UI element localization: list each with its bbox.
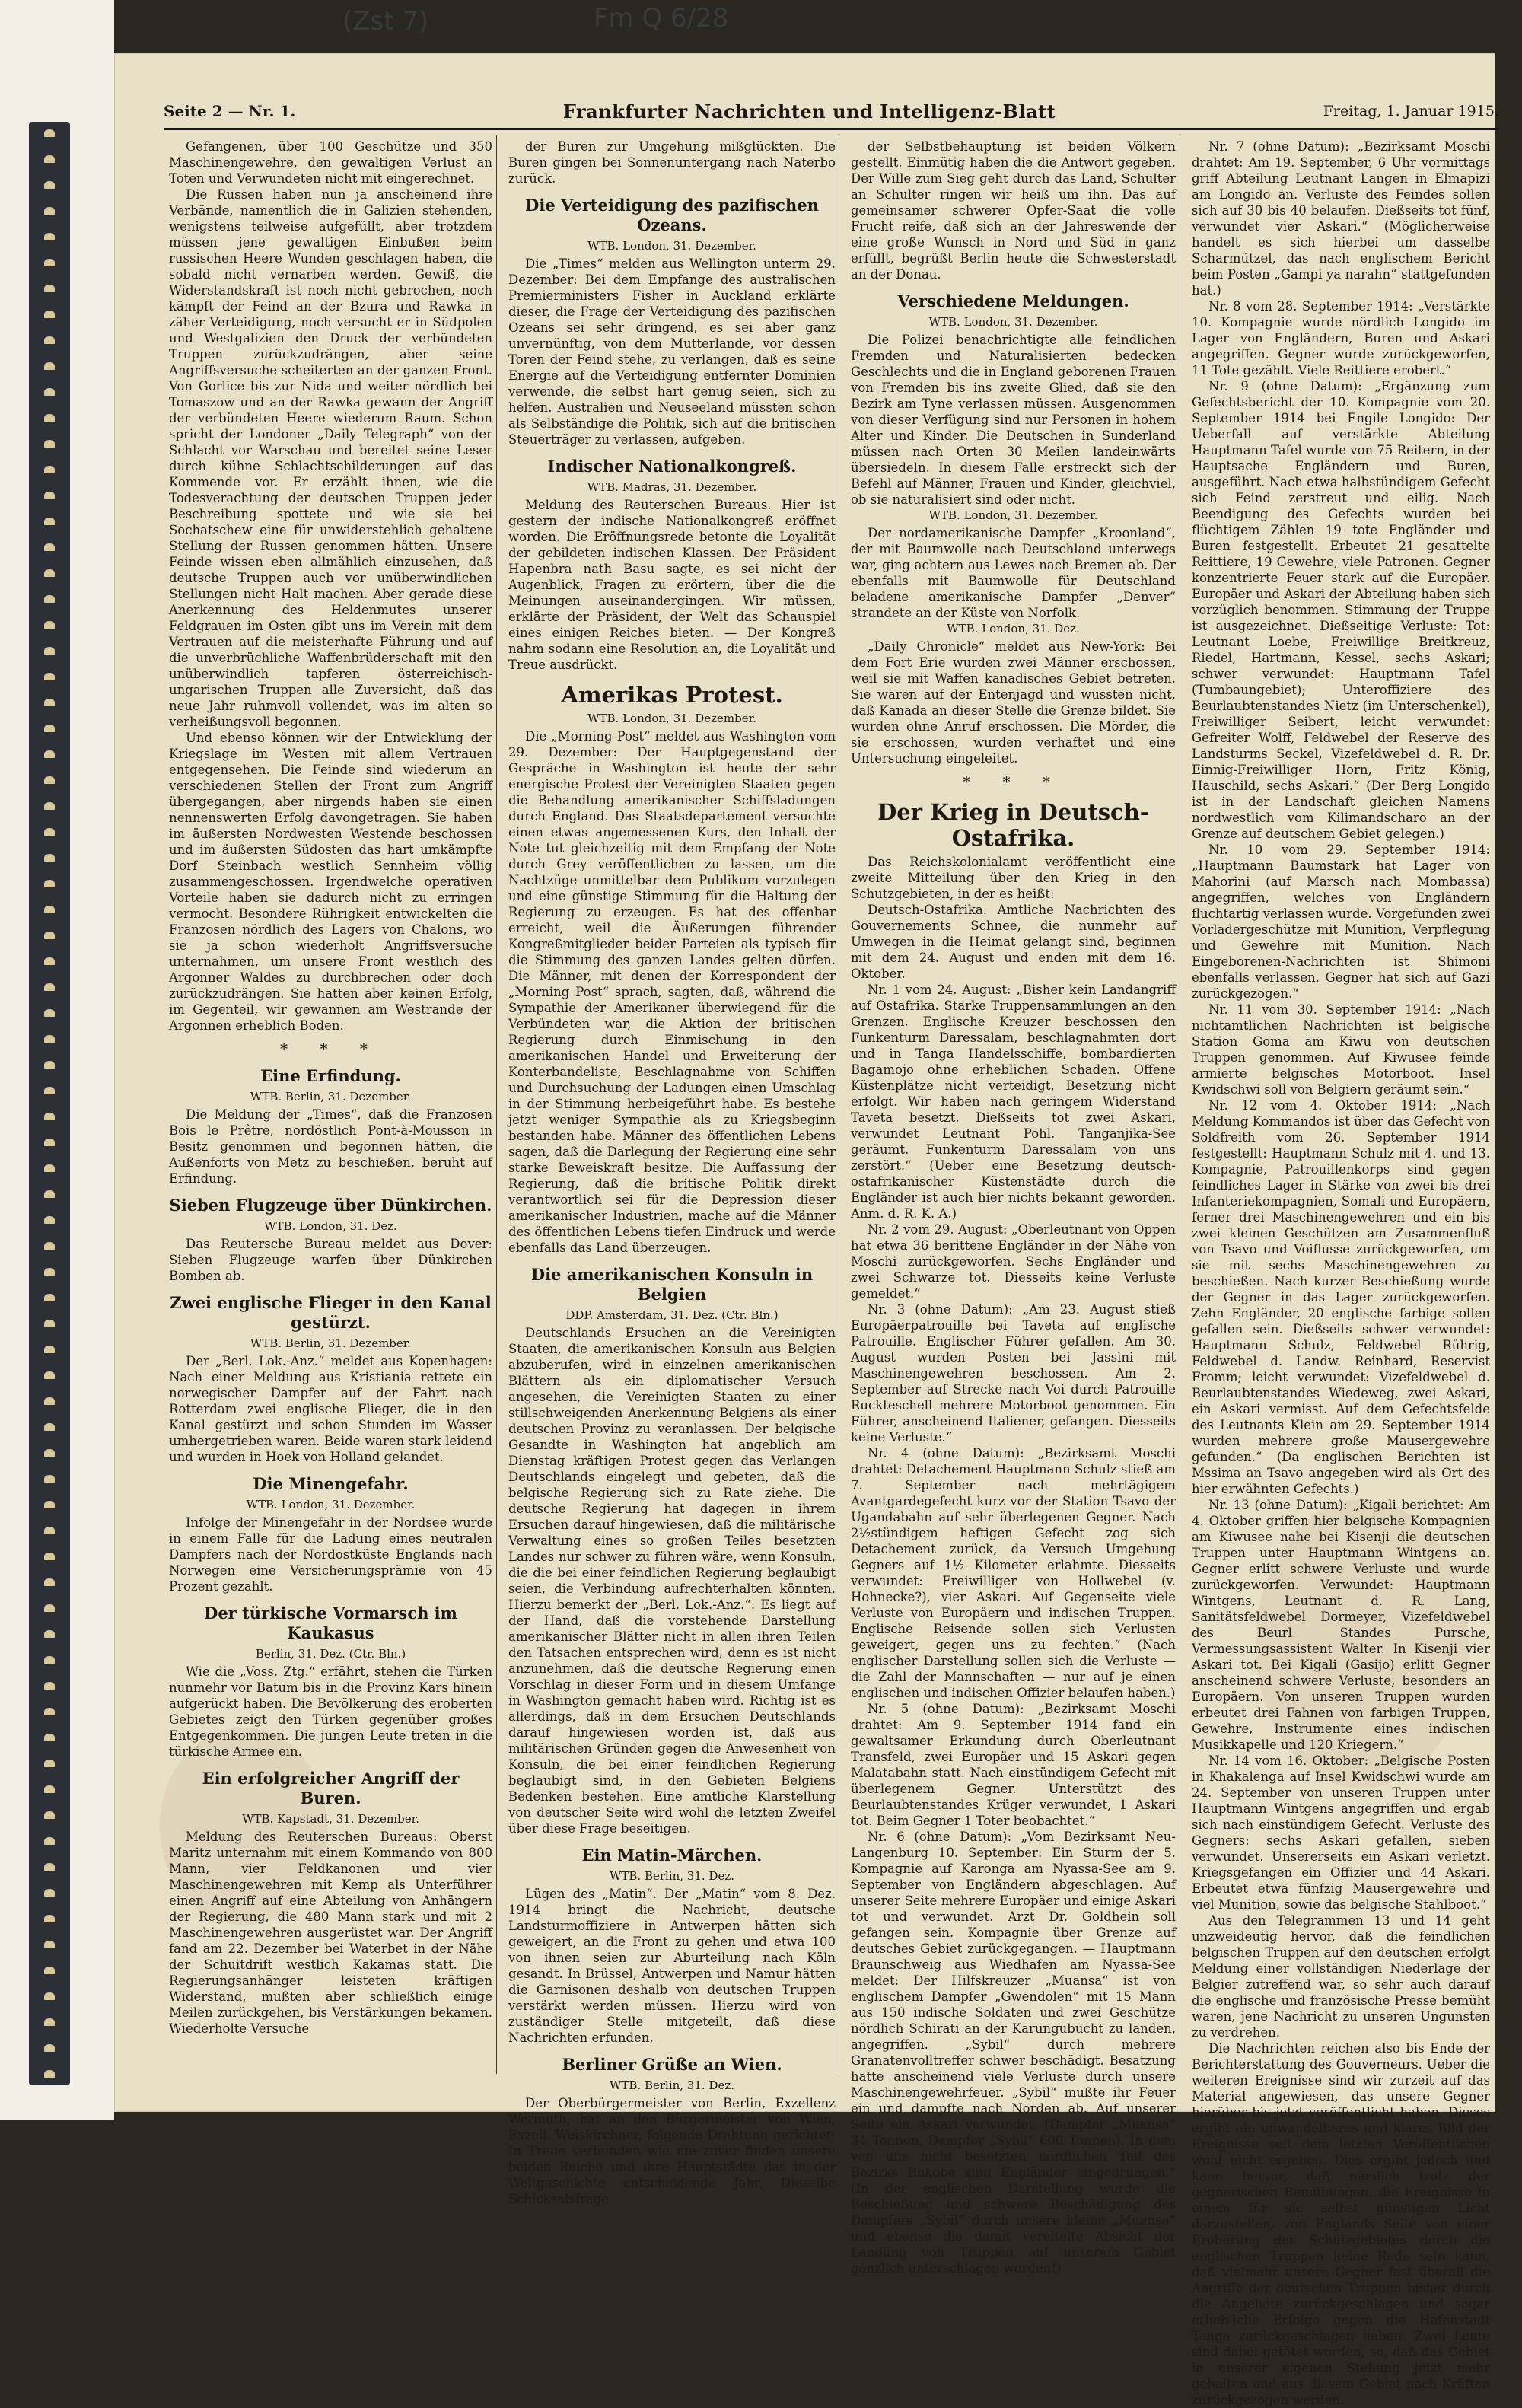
newspaper-title: Frankfurter Nachrichten und Intelligenz-Blatt xyxy=(562,100,1056,123)
column-1 xyxy=(161,135,500,2074)
binding-stitch xyxy=(44,1113,55,1120)
binding-stitch xyxy=(44,854,55,862)
binding-stitch xyxy=(44,1501,55,1508)
binding-stitch xyxy=(44,2018,55,2026)
article-paragraph: Nr. 8 vom 28. September 1914: „Verstärkte 10. Kompagnie wurde nördlich Longido im Lager von Engländern, Buren und Askari angegriffen. Gegner wurde zurückgeworfen, 11 Tote gezählt. Viele Reittiere erobert.“ xyxy=(1192,299,1490,377)
dateline: WTB. London, 31. Dezember. xyxy=(246,1498,416,1511)
column-2 xyxy=(501,135,843,2206)
binding-stitch xyxy=(44,181,55,189)
article-paragraph: Lügen des „Matin“. Der „Matin“ vom 8. Dez. 1914 bringt die Nachricht, deutsche Landsturmoffiziere in Antwerpen hätten sich geweigert, an die Front zu gehen und etwa 100 von ihnen seien zur Aburteilung nach Köln gesandt. In Brüssel, Antwerpen und Namur hätten die Garnisonen deshalb von deutschen Truppen verstärkt werden müssen. Hierzu wird von zuständiger Stelle mitgeteilt, daß diese Nachrichten erfunden. xyxy=(508,1887,836,2045)
page-number: Seite 2 — Nr. 1. xyxy=(164,102,296,120)
binding-stitch xyxy=(44,1785,55,1793)
binding-stitch xyxy=(44,1346,55,1353)
article-headline: Ein erfolgreicher Angriff der Buren. xyxy=(202,1769,460,1808)
binding-stitch xyxy=(44,906,55,913)
article-paragraph: Nr. 9 (ohne Datum): „Ergänzung zum Gefechtsbericht der 10. Kompagnie vom 20. September 1914 bei Engile Longido: Der Ueberfall auf verstärkte Abteilung Hauptmann Tafel wurde von 75 Reitern, in der Hauptsache Engländern und Buren, ausgeführt. Nach etwa halbstündigem Gefecht sich Feind zerstreut und eilig. Nach Beendigung des Gefechts wurden bei flüchtigem Zählen 19 tote Engländer und Buren festgestellt. Erbeutet 21 gesattelte Reittiere, 19 Gewehre, viele Patronen. Gegner konzentrierte Feuer stark auf die Europäer. Europäer und Askari der Abteilung haben sich vorzüglich benommen. Stimmung der Truppe ist ausgezeichnet. Dießseitige Verluste: Tot: Leutnant Loebe, Freiwillige Breitkreuz, Riedel, Hartmann, Kessel, sechs Askari; schwer verwundet: Hauptmann Tafel (Tumbaungebiet); Unteroffiziere des Beurlaubtenstandes Nietz (im Unterschenkel), Freiwilliger Seibert, leicht verwundet: Gefreiter Wolff, Feldwebel der Reserve des Landsturms Seckel, Vizefeldwebel d. R. Dr. Einnig-Freiwilliger Horn, Fritz König, Hauschild, sechs Askari.“ (Der Berg Longido ist in der Landschaft gleichen Namens nordwestlich vom Kilimandscharo an der Grenze auf deutschem Gebiet gelegen.) xyxy=(1192,379,1490,841)
binding-stitch xyxy=(44,1708,55,1715)
binding-stitch xyxy=(44,1811,55,1819)
issue-date: Freitag, 1. Januar 1915. xyxy=(1323,103,1499,119)
binding-stitch xyxy=(44,725,55,732)
article-paragraph: „Daily Chronicle“ meldet aus New-York: Bei dem Fort Erie wurden zwei Männer erschossen, weil sie mit Waffen kanadisches Gebiet betreten. Sie waren auf der Entenjagd und wussten nicht, daß Kanada an dieser Stelle die Grenze bildet. Sie wurden ohne Anruf erschossen. Die Mörder, die sie erschossen, wurden verhaftet und eine Untersuchung eingeleitet. xyxy=(851,639,1176,766)
binding-stitch xyxy=(44,1734,55,1741)
article-paragraph: Aus den Telegrammen 13 und 14 geht unzweideutig hervor, daß die feindlichen belgischen Truppen auf den deutschen erfolgt Meldung einer vollständigen Niederlage der Belgier zutreffend war, so sehr auch darauf die englische und französische Presse bemüht waren, jene Nachricht zu unseren Ungunsten zu verdrehen. xyxy=(1192,1913,1490,2040)
article-headline: Der türkische Vormarsch im Kaukasus xyxy=(204,1604,457,1642)
article-headline: Ein Matin-Märchen. xyxy=(581,1846,763,1865)
article-paragraph: Der „Berl. Lok.-Anz.“ meldet aus Kopenhagen: Nach einer Meldung aus Kristiania rettete ein norwegischer Dampfer auf der Fahrt nach Rotterdam zwei englische Flieger, die in den Kanal gestürzt und schon Stunden im Wasser umhergetrieben waren. Beide waren stark leidend und wurden in Hoek von Holland gelandet. xyxy=(169,1354,492,1464)
binding-stitch xyxy=(44,1656,55,1664)
binding-strip xyxy=(29,122,70,2085)
binding-stitch xyxy=(44,1164,55,1172)
binding-stitch xyxy=(44,492,55,499)
binding-stitch xyxy=(44,2070,55,2078)
article-paragraph: Meldung des Reuterschen Bureaus. Hier ist gestern der indische Nationalkongreß eröffnet worden. Die Eröffnungsrede betonte die Loyalität der gebildeten indischen Klassen. Der Präsident Hapenbra nath Basu sagte, es sei nicht der Augenblick, Fragen zu erörtern, über die die Meinungen auseinandergingen. Wir müssen, erklärte der Präsident, der Welt das Schauspiel eines einigen Reiches bieten. — Der Kongreß nahm sodann eine Resolution an, die Loyalität und Treue ausdrückt. xyxy=(508,498,836,672)
binding-stitch xyxy=(44,233,55,240)
article-headline: Die Verteidigung des pazifischen Ozeans. xyxy=(525,196,819,234)
article-paragraph: Der Oberbürgermeister von Berlin, Exzellenz Wermuth, hat an den Bürgermeister von Wien, Exzell. Weiskirchner, folgende Drahtung gerichtet: In Treue verbunden wie nie zuvor finden unsere beiden Reiche und ihre Hauptstädte das in der Weltgeschichte entscheidende Jahr. Dieselbe Schicksalsfrage xyxy=(508,2096,836,2206)
binding-stitch xyxy=(44,336,55,344)
article-paragraph: Nr. 14 vom 16. Oktober: „Belgische Posten in Khakalenga auf Insel Kwidschwi wurde am 24. September von unseren Truppen unter Hauptmann Wintgens angegriffen und ergab sich nach einstündigem Gefecht. Verluste des Gegners: sechs Askari gefallen, sieben verwundet. Unsererseits ein Askari verletzt. Kriegsgefangen ein Offizier und 44 Askari. Erbeutet etwa fünfzig Mausergewehre und viel Munition, sowie das belgische Stahlboot.“ xyxy=(1192,1753,1490,1912)
binding-stitch xyxy=(44,1760,55,1767)
binding-stitch xyxy=(44,285,55,292)
archive-signature-2: Fm Q 6/28 xyxy=(594,3,729,33)
binding-stitch xyxy=(44,362,55,370)
dateline: WTB. Berlin, 31. Dezember. xyxy=(250,1336,412,1350)
binding-stitch xyxy=(44,518,55,525)
article-paragraph: Deutschlands Ersuchen an die Vereinigten Staaten, die amerikanischen Konsuln aus Belgien abzuberufen, wird in einzelnen amerikanischen Blättern als ein diplomatischer Versuch angesehen, die Vereinigten Staaten zu einer stillschweigenden Anerkennung Belgiens als einer deutschen Provinz zu veranlassen. Der belgische Gesandte in Washington hat angeblich am Dienstag kräftigen Protest gegen das Verlangen Deutschlands eingelegt und gebeten, daß die belgische Regierung sich zu Rate ziehe. Die deutsche Regierung hat dagegen in ihrem Ersuchen darauf hingewiesen, daß die militärische Verwaltung eines so großen Teiles besetzten Landes nur schwer zu führen wäre, wenn Konsuln, die die bei einer feindlichen Regierung beglaubigt seien, die Verbindung aufrechterhalten könnten. Hierzu bemerkt der „Berl. Lok.-Anz.“: Es liegt auf der Hand, daß die vorstehende Darstellung amerikanischer Blätter nicht in allen ihren Teilen den Tatsachen entsprechen wird, denn es ist nicht anzunehmen, daß die deutsche Regierung einen Vorschlag in dieser Form und in diesem Umfange in Washington gemacht haben wird. Richtig ist es allerdings, daß in dem Ersuchen Deutschlands darauf hingewiesen worden ist, daß aus militärischen Gründen gegen die Anwesenheit von Konsuln, die bei einer feindlichen Regierung beglaubigt sind, in den Gebieten Belgiens Bedenken bestehen. Eine amtliche Klarstellung von deutscher Seite wird wohl die letzten Zweifel über diese Frage beseitigen. xyxy=(508,1326,836,1836)
dateline: WTB. London, 31. Dezember. xyxy=(928,315,1098,329)
article-paragraph: Die „Times“ melden aus Wellington unterm 29. Dezember: Bei dem Empfange des australischen Premierministers Fisher in Auckland erklärte dieser, die Frage der Verteidigung des pazifischen Ozeans sei sehr dringend, es sei aber ganz unvernünftig, von dem Mutterlande, vor dessen Toren der Feind stehe, zu verlangen, daß es seine Energie auf die Verteidigung entfernter Dominien verwende, die selbst hart genug seien, sich zu helfen. Australien und Neuseeland müssten schon als Selbständige die Politik, sich auf die britischen Steuerträger zu verlassen, aufgeben. xyxy=(508,256,836,447)
binding-stitch xyxy=(44,983,55,991)
binding-stitch xyxy=(44,259,55,266)
dateline: WTB. London, 31. Dez. xyxy=(947,622,1080,635)
dateline: WTB. Berlin, 31. Dezember. xyxy=(250,1090,412,1104)
dateline: WTB. Berlin, 31. Dez. xyxy=(609,2078,735,2092)
article-headline: Der Krieg in Deutsch-Ostafrika. xyxy=(877,799,1149,851)
article-paragraph: Gefangenen, über 100 Geschütze und 350 Maschinengewehre, den gewaltigen Verlust an Toten und Verwundeten nicht mit eingerechnet. xyxy=(169,139,492,186)
dateline: WTB. London, 31. Dez. xyxy=(264,1219,397,1233)
article-paragraph: Nr. 1 vom 24. August: „Bisher kein Landangriff auf Ostafrika. Starke Truppensammlungen an den Grenzen. Englische Kreuzer beschossen den Funkenturm Daressalam, beschlagnahmten dort und in Tanga Handelsschiffe, bombardierten Bagamojo ohne erheblichen Schaden. Offene Küstenplätze nicht verteidigt, Besetzung nicht erfolgt. Wir haben nach geringem Widerstand Taveta besetzt. Dießseits tot zwei Askari, verwundet Leutnant Pohl. Tanganjika-See geräumt. Funkenturm Daressalam von uns zerstört.“ (Ueber eine Besetzung deutsch-ostafrikanischer Küstenstädte durch die Engländer ist auch hier nichts bekannt geworden. Anm. d. R. K. A.) xyxy=(851,983,1176,1221)
article-paragraph: Nr. 7 (ohne Datum): „Bezirksamt Moschi drahtet: Am 19. September, 6 Uhr vormittags griff Abteilung Leutnant Langen in Elmapizi am Longido an. Verluste des Feindes sollen sich auf 30 bis 40 belaufen. Dießseits tot fünf, verwundet vier Askari.“ (Möglicherweise handelt es sich hierbei um dasselbe Scharmützel, das nach englischem Bericht beim Posten „Gampi ya narahn“ stattgefunden hat.) xyxy=(1192,139,1490,298)
binding-stitch xyxy=(44,1087,55,1094)
article-headline: Die Minengefahr. xyxy=(253,1474,409,1493)
section-separator: * * * xyxy=(963,772,1064,791)
article-paragraph: Die „Morning Post“ meldet aus Washington vom 29. Dezember: Der Hauptgegenstand der Gespräche in Washington ist heute der sehr energische Protest der Vereinigten Staaten gegen die Behandlung amerikanischer Schiffsladungen durch England. Das Staatsdepartement versuchte einen etwas angemessenen Kurs, den Inhalt der Note tut gleichzeitig mit dem Empfang der Note durch Grey veröffentlichen zu lassen, um die Nachtzüge unmittelbar dem Publikum vorzulegen und eine günstige Stimmung für die Haltung der Regierung zu erzeugen. Es hat des offenbar erreicht, weil die Äußerungen führender Kongreßmitglieder beider Parteien als typisch für die Stimmung des ganzen Landes gelten dürfen. Die Männer, mit denen der Korrespondent der „Morning Post“ sprach, sagten, daß, während die Sympathie der Amerikaner überwiegend für die Verbündeten war, die Aktion der britischen Regierung durch Einmischung in den amerikanischen Handel und Erweiterung der Konterbandeliste, Beschlagnahme von Schiffen und Durchsuchung der Ladungen einen Umschlag in der Stimmung herbeigeführt habe. Es bestehe jetzt weniger Sympathie als zu Kriegsbeginn bestanden habe. Männer des öffentlichen Lebens sagen, daß die Darlegung der Regierung eine sehr starke Beweiskraft besitze. Die Auffassung der Regierung, daß die britische Politik direkt verantwortlich sei für die Depression dieser amerikanischer Industrien, mache auf die Männer des öffentlichen Lebens tiefen Eindruck und werde ebenfalls das Land überzeugen. xyxy=(508,729,836,1255)
article-paragraph: Nr. 2 vom 29. August: „Oberleutnant von Oppen hat etwa 36 berittene Engländer in der Nähe von Moschi zurückgeworfen. Sechs Engländer und zwei Schwarze tot. Diesseits keine Verluste gemeldet.“ xyxy=(851,1222,1176,1301)
article-headline: Indischer Nationalkongreß. xyxy=(547,457,797,476)
binding-stitch xyxy=(44,414,55,422)
article-paragraph: Die Russen haben nun ja anscheinend ihre Verbände, namentlich die in Galizien stehenden, wenigstens teilweise aufgefüllt, aber trotzdem müssen jene gewaltigen Einbußen beim russischen Heere Wunden geschlagen haben, die sobald nicht vernarben werden. Gewiß, die Widerstandskraft ist noch nicht gebrochen, noch kämpft der Feind an der Bzura und Rawka in zäher Verteidigung, noch versucht er in Südpolen und Westgalizien den Druck der verbündeten Truppen zurückzudrängen, aber seine Angriffsversuche scheiterten an der ganzen Front. Von Gorlice bis zur Nida und weiter nördlich bei Tomaszow und an der Rawka gewann der Angriff der verbündeten Heere wiederum Raum. Schon spricht der Londoner „Daily Telegraph“ von der Schlacht vor Warschau und bereitet seine Leser durch kühne Schlachtschilderungen auf das Kommende vor. Er erzählt ihnen, wie die Todesverachtung der deutschen Truppen jeder Beschreibung spottete und wie sie bei Sochatschew eine für unwiderstehlich gehaltene Stellung der Russen genommen hätten. Unsere Feinde wissen eben allmählich einzusehen, daß deutsche Truppen auch vor unüberwindlichen Stellungen nicht Halt machen. Aber gerade diese Anerkennung des Heldenmutes unserer Feldgrauen im Osten gibt uns im Verein mit dem Vertrauen auf die meisterhafte Führung und auf die unverbrüchliche Waffenbrüderschaft mit den unüberwindlich tapferen österreichisch-ungarischen Truppen alle Zuversicht, daß das neue Jahr ruhmvoll vollendet, was im alten so verheißungsvoll begonnen. xyxy=(169,187,492,729)
article-headline: Zwei englische Flieger in den Kanal gestürzt. xyxy=(170,1293,492,1332)
dateline: WTB. Kapstadt, 31. Dezember. xyxy=(242,1812,419,1826)
binding-stitch xyxy=(44,750,55,758)
article-paragraph: Nr. 13 (ohne Datum): „Kigali berichtet: Am 4. Oktober griffen hier belgische Kompagnien am Kiwusee nahe bei Kisenji die deutschen Truppen unter Hauptmann Wintgens an. Gegner erlitt schwere Verluste und wurde zurückgeworfen. Verwundet: Hauptmann Wintgens, Leutnant d. R. Lang, Sanitätsfeldwebel Dormeyer, Vizefeldwebel des Beurl. Standes Pursche, Vermessungsassistent Walter. In Kisenji vier Askari tot. Bei Kigali (Gasijo) erlitt Gegner anscheinend schwere Verluste, besonders an Europäern. Von unseren Truppen wurden erbeutet drei Fahnen von farbigen Truppen, Gewehre, Instrumente eines indischen Musikkapelle und 120 Kriegern.“ xyxy=(1192,1498,1490,1752)
column-divider xyxy=(496,135,497,2074)
binding-stitch xyxy=(44,569,55,577)
article-headline: Die amerikanischen Konsuln in Belgien xyxy=(530,1265,814,1304)
dateline: Berlin, 31. Dez. (Ctr. Bln.) xyxy=(255,1647,406,1661)
article-paragraph: Nr. 12 vom 4. Oktober 1914: „Nach Meldung Kommandos ist über das Gefecht von Soldfreith vom 26. September 1914 festgestellt: Hauptmann Schulz mit 4. und 13. Kompagnie, Patrouillenkorps sind gegen feindliches Lager in Stärke von zwei bis drei Infanteriekompagnien, Somali und Europäern, ferner drei Maschinengewehren und ein bis zwei kleinen Geschützen am Zusammenfluß von Tsavo und Voiflusse zurückgeworfen, um sie mit sechs Maschinengewehren zu beschießen. Nach kurzer Beschießung wurde der Gegner in das Lager zurückgeworfen. Zehn Engländer, 20 englische farbige sollen gefallen sein. Dießseits schwer verwundet: Hauptmann Schulz, Feldwebel Rührig, Feldwebel d. Landw. Reinhard, Reservist Fromm; leicht verwundet: Vizefeldwebel d. Beurlaubtenstandes Wiedeweg, zwei Askari, ein Askari vermisst. Auf dem Gefechtsfelde des Leutnants Klein am 29. September 1914 wurden mehrere große Mausergewehre gefunden.“ (Da englischen Berichten ist Mssima an Tsavo angegeben wird als Ort des hier erwähnten Gefechts.) xyxy=(1192,1098,1490,1496)
binding-stitch xyxy=(44,1449,55,1457)
binding-stitch xyxy=(44,311,55,318)
binding-stitch xyxy=(44,1578,55,1586)
binding-stitch xyxy=(44,828,55,836)
article-paragraph: Nr. 11 vom 30. September 1914: „Nach nichtamtlichen Nachrichten ist belgische Station Goma am Kiwu von deutschen Truppen genommen. Auf Kiwusee feinde armierte belgisches Motorboot. Insel Kwidschwi soll von Belgiern geräumt sein.“ xyxy=(1192,1002,1490,1097)
binding-stitch xyxy=(44,1320,55,1327)
binding-stitch xyxy=(44,1992,55,2000)
dateline: WTB. Madras, 31. Dezember. xyxy=(587,480,757,494)
article-paragraph: der Selbstbehauptung ist beiden Völkern gestellt. Einmütig haben die die Antwort gegeben. Der Wille zum Sieg geht durch das Land, Schulter an Schulter ringen wir heiß um ihn. Das auf gemeinsamer schwerer Opfer-Saat die volle Frucht reife, daß sich an der Jahreswende der eine große Wunsch in Nord und Süd in ganz erfüllt, begrüßt Berlin heute die Schwesterstadt an der Donau. xyxy=(851,139,1176,282)
binding-stitch xyxy=(44,1889,55,1897)
binding-stitch xyxy=(44,129,55,137)
article-paragraph: Nr. 10 vom 29. September 1914: „Hauptmann Baumstark hat Lager von Mahorini (auf Marsch nach Mombassa) angegriffen, welches von Engländern fluchtartig verlassen wurde. Vorgefunden zwei Vorladergeschütze mit Munition, Verpflegung und Gewehre mit Munition. Nach Eingeborenen-Nachrichten ist Shimoni ebenfalls verlassen. Gegner hat sich auf Gazi zurückgezogen.“ xyxy=(1192,842,1490,1001)
dateline: WTB. Berlin, 31. Dez. xyxy=(609,1869,735,1883)
binding-stitch xyxy=(44,1035,55,1043)
article-paragraph: Infolge der Minengefahr in der Nordsee wurde in einem Falle für die Ladung eines neutralen Dampfers nach der Nordostküste Englands nach Norwegen eine Versicherungsprämie von 45 Prozent gezahlt. xyxy=(169,1515,492,1594)
binding-stitch xyxy=(44,1630,55,1638)
binding-stitch xyxy=(44,2044,55,2052)
article-paragraph: Die Polizei benachrichtigte alle feindlichen Fremden und Naturalisierten bedecken Geschlechts und die in England geborenen Frauen von Fremden bis ins zweite Glied, daß sie den Bezirk am Tyne verlassen müssen. Ausgenommen von dieser Verfügung sind nur Personen in hohem Alter und Kinder. Die Deutschen in Sunderland müssen nach Orten 30 Meilen landeinwärts übersiedeln. In diesem Falle erstreckt sich der Befehl auf Männer, Frauen und Kinder, gleichviel, ob sie naturalisiert sind oder nicht. xyxy=(851,333,1176,507)
binding-stitch xyxy=(44,1216,55,1224)
column-4 xyxy=(1184,135,1498,2407)
article-paragraph: Der nordamerikanische Dampfer „Kroonland“, der mit Baumwolle nach Deutschland unterwegs war, ging achtern aus Lewes nach Bremen ab. Der ebenfalls mit Baumwolle für Deutschland beladene amerikanische Dampfer „Denver“ strandete an der Küste von Norfolk. xyxy=(851,526,1176,620)
article-paragraph: Nr. 5 (ohne Datum): „Bezirksamt Moschi drahtet: Am 9. September 1914 fand ein gewaltsamer Erkundung durch Oberleutnant Transfeld, zwei Europäer und 15 Askari gegen Malatabahn statt. Nach einstündigem Gefecht mit überlegenem Gegner. Unterstützt des Beurlaubtenstandes Krüger verwundet, 1 Askari tot. Beim Gegner 1 Toter beobachtet.“ xyxy=(851,1702,1176,1828)
binding-stitch xyxy=(44,880,55,887)
article-paragraph: Meldung des Reuterschen Bureaus: Oberst Maritz unternahm mit einem Kommando von 800 Mann, vier Feldkanonen und vier Maschinengewehren mit Kemp als Unterführer einen Angriff auf eine Abteilung von Anhängern der Regierung, die 480 Mann stark und mit 2 Maschinengewehren ausgerüstet war. Der Angriff fand am 22. Dezember bei Waterbet in der Nähe der Schuitdrift westlich Kakamas statt. Die Regierungsanhänger leisteten kräftigen Widerstand, mußten aber schließlich einige Meilen zurückgehen, bis Verstärkungen bekamen. Wiederholte Versuche xyxy=(169,1830,492,2036)
binding-stitch xyxy=(44,699,55,706)
binding-stitch xyxy=(44,802,55,810)
binding-stitch xyxy=(44,1475,55,1483)
article-paragraph: Deutsch-Ostafrika. Amtliche Nachrichten des Gouvernements Schnee, die nunmehr auf Umwegen in die Heimat gelangt sind, beginnen mit dem 24. August und enden mit dem 16. Oktober. xyxy=(851,903,1176,981)
article-paragraph: Nr. 3 (ohne Datum): „Am 23. August stieß Europäerpatrouille bei Taveta auf englische Patrouille. Englischer Führer gefallen. Am 30. August wurden Posten bei Jassini mit Maschinengewehren beschossen. Am 2. September auf Strecke nach Voi durch Patrouille Ruckteschell mehrere Motorboot genommen. Ein Führer, anscheinend Italiener, gefangen. Diesseits keine Verluste.“ xyxy=(851,1302,1176,1444)
binding-stitch xyxy=(44,1371,55,1379)
binding-stitch xyxy=(44,1423,55,1431)
binding-stitch xyxy=(44,1242,55,1250)
article-paragraph: Die Nachrichten reichen also bis Ende der Berichterstattung des Gouverneurs. Ueber die weiteren Ereignisse sind wir zurzeit auf das Material angewiesen, das unsere Gegner hierüber bis jetzt veröffentlicht haben. Dieses ergibt ein unwandelbares und klares Bild der Ereignisse seit dem letzten Veröffentlichen wohl nicht ergeben. Dies ergibt jedoch und kann hervor, daß nämlich trotz der gegnerischen Bemühungen, die Ereignisse in einem für sie selbst günstigen Licht darzustellen, von Englands Seite von einer Eroberung des Schutzgebietes durch die englischen Truppen keine Rede sein kann, daß vielmehr unsere Gegner fast überall die Angriffe der deutschen Truppen bisher durch die Angebote zurückgeschlagen und sogar erhebliche Erfolge gegen die Hafenstadt Tanga zurückgeschlagen haben. Zwei Leute sind dabei getötet worden, so, daß das Gebiet in unserer eigenen Stellung jetzt mehr gehalten und aus diesem Gebiet nach Kräften zurückgezogen werden. xyxy=(1192,2041,1490,2407)
binding-stitch xyxy=(44,1009,55,1017)
binding-stitch xyxy=(44,1268,55,1276)
page-header xyxy=(164,97,1499,125)
binding-stitch xyxy=(44,595,55,603)
binding-stitch xyxy=(44,1397,55,1405)
binding-stitch xyxy=(44,440,55,448)
article-headline: Berliner Grüße an Wien. xyxy=(562,2055,782,2074)
dateline: WTB. London, 31. Dezember. xyxy=(587,239,756,253)
binding-stitch xyxy=(44,1863,55,1871)
article-paragraph: Das Reichskolonialamt veröffentlicht eine zweite Mitteilung über den Krieg in den Schutzgebieten, in der es heißt: xyxy=(851,855,1176,901)
binding-stitch xyxy=(44,621,55,629)
article-paragraph: Nr. 6 (ohne Datum): „Vom Bezirksamt Neu-Langenburg 10. September: Ein Sturm der 5. Kompagnie auf Karonga am Nyassa-See am 9. September von Engländern abgeschlagen. Auf unserer Seite mehrere Europäer und einige Askari tot und verwundet. Arzt Dr. Goldhein soll gefangen sein. Kompagnie über Grenze auf deutsches Gebiet zurückgegangen. — Hauptmann Braunschweig aus Wiedhafen am Nyassa-See meldet: Der Hilfskreuzer „Muansa“ ist von englischem Dampfer „Gwendolen“ mit 15 Mann aus 150 indische Soldaten und zwei Geschütze nördlich Schirati an der Karungubucht zu landen, angegriffen. „Sybil“ durch mehrere Granatenvolltreffer schwer beschädigt. Besatzung hatte anscheinend viele Verluste durch unsere Maschinengewehrfeuer. „Sybil“ mußte ihr Feuer ein und dampfte nach Norden ab. Auf unserer Seite ein Askari verwundet. (Dampfer „Muansa“ 34 Tonnen, Dampfer „Sybil“ 600 Tonnen). In dem von uns nicht besetzten nördlichen Teil des Bezirks Bukoba sind Engländer eingedrungen.“ (In der englischen Darstellung wurde die Beschießung und schwere Beschädigung des Dampfers „Sybil“ durch unsere kleine „Muansa“ und ebenso die damit vereitelte Absicht der Landung von Truppen auf unserem Gebiet gänzlich unterschlagen worden!) xyxy=(851,1830,1176,2276)
article-headline: Amerikas Protest. xyxy=(561,682,783,708)
binding-stitch xyxy=(44,957,55,965)
dateline: DDP. Amsterdam, 31. Dez. (Ctr. Bln.) xyxy=(565,1308,779,1322)
binding-stitch xyxy=(44,1139,55,1146)
column-3 xyxy=(843,135,1183,2276)
binding-stitch xyxy=(44,1527,55,1534)
section-separator: * * * xyxy=(280,1040,381,1058)
binding-stitch xyxy=(44,647,55,655)
article-paragraph: der Buren zur Umgehung mißglückten. Die Buren gingen bei Sonnenuntergang nach Naterbo zurück. xyxy=(508,139,836,186)
article-paragraph: Das Reutersche Bureau meldet aus Dover: Sieben Flugzeuge warfen über Dünkirchen Bomben ab. xyxy=(169,1237,492,1283)
binding-stitch xyxy=(44,1604,55,1612)
article-headline: Eine Erfindung. xyxy=(260,1066,401,1085)
article-headline: Verschiedene Meldungen. xyxy=(897,291,1129,311)
binding-stitch xyxy=(44,1967,55,1974)
binding-stitch xyxy=(44,1190,55,1198)
binding-stitch xyxy=(44,673,55,680)
binding-stitch xyxy=(44,1941,55,1948)
binding-stitch xyxy=(44,466,55,473)
binding-stitch xyxy=(44,543,55,551)
article-paragraph: Nr. 4 (ohne Datum): „Bezirksamt Moschi drahtet: Detachement Hauptmann Schulz stieß am 7. September nach mehrtägigem Avantgardegefecht kurz vor der Station Tsavo der Ugandabahn auf sehr überlegenen Gegner. Nach 2½stündigem heftigen Gefecht zog sich Detachement zurück, da Versuch Umgehung Gegners auf 1½ Kilometer erlahmte. Diesseits verwundet: Freiwilliger von Hollwebel (v. Hohnecke?), vier Askari. Auf Gegenseite viele Verluste von Europäern und indischen Truppen. Englische Reisende sollen sich Verlusten geweigert, gegen uns zu fechten.“ (Nach englischer Darstellung sollen sich die Verluste — die Zahl der Mannschaften — nur auf je einen englischen und indischen Offizier belaufen haben.) xyxy=(851,1446,1176,1700)
article-headline: Sieben Flugzeuge über Dünkirchen. xyxy=(169,1196,492,1215)
binding-stitch xyxy=(44,388,55,396)
binding-stitch xyxy=(44,1553,55,1560)
article-paragraph: Und ebenso können wir der Entwicklung der Kriegslage im Westen mit allem Vertrauen entgegensehen. Die Feinde sind wiederum an verschiedenen Stellen der Front zum Angriff übergegangen, aber nirgends haben sie einen nennenswerten Erfolg davongetragen. Sie haben im äußersten Nordwesten Westende beschossen und im äußersten Südosten das hart umkämpfte Dorf Steinbach westlich Sennheim völlig zusammengeschossen. Irgendwelche operativen Vorteile haben sie dadurch nicht zu erringen vermocht. Besondere Rührigkeit entwickelten die Franzosen nördlich des Lagers von Chalons, wo sie ja schon wiederholt Angriffsversuche unternahmen, um unsere Front westlich des Argonner Waldes zu durchbrechen oder doch zurückzudrängen. Sie hatten aber keinen Erfolg, im Gegenteil, wir gewannen am Westrande der Argonnen erheblich Boden. xyxy=(169,731,492,1033)
archive-signature-1: (Zst 7) xyxy=(342,6,429,37)
binding-stitch xyxy=(44,932,55,939)
binding-stitch xyxy=(44,207,55,215)
dateline: WTB. London, 31. Dezember. xyxy=(928,508,1098,522)
binding-stitch xyxy=(44,1915,55,1922)
binding-stitch xyxy=(44,776,55,784)
binding-stitch xyxy=(44,1837,55,1845)
binding-stitch xyxy=(44,155,55,163)
article-paragraph: Wie die „Voss. Ztg.“ erfährt, stehen die Türken nunmehr vor Batum bis in die Provinz Kars hinein aufgerückt haben. Die Bevölkerung des eroberten Gebietes zeigt den Türken gegenüber großes Entgegenkommen. Die jungen Leute treten in die türkische Armee ein. xyxy=(169,1664,492,1759)
binding-stitch xyxy=(44,1682,55,1690)
binding-stitch xyxy=(44,1294,55,1301)
header-rule xyxy=(164,128,1499,130)
binding-stitch xyxy=(44,1061,55,1069)
article-paragraph: Die Meldung der „Times“, daß die Franzosen Bois le Prêtre, nordöstlich Pont-à-Mousson in Besitz genommen und begonnen hätten, die Außenforts von Metz zu beschießen, beruht auf Erfindung. xyxy=(169,1107,492,1186)
dateline: WTB. London, 31. Dezember. xyxy=(587,712,756,725)
